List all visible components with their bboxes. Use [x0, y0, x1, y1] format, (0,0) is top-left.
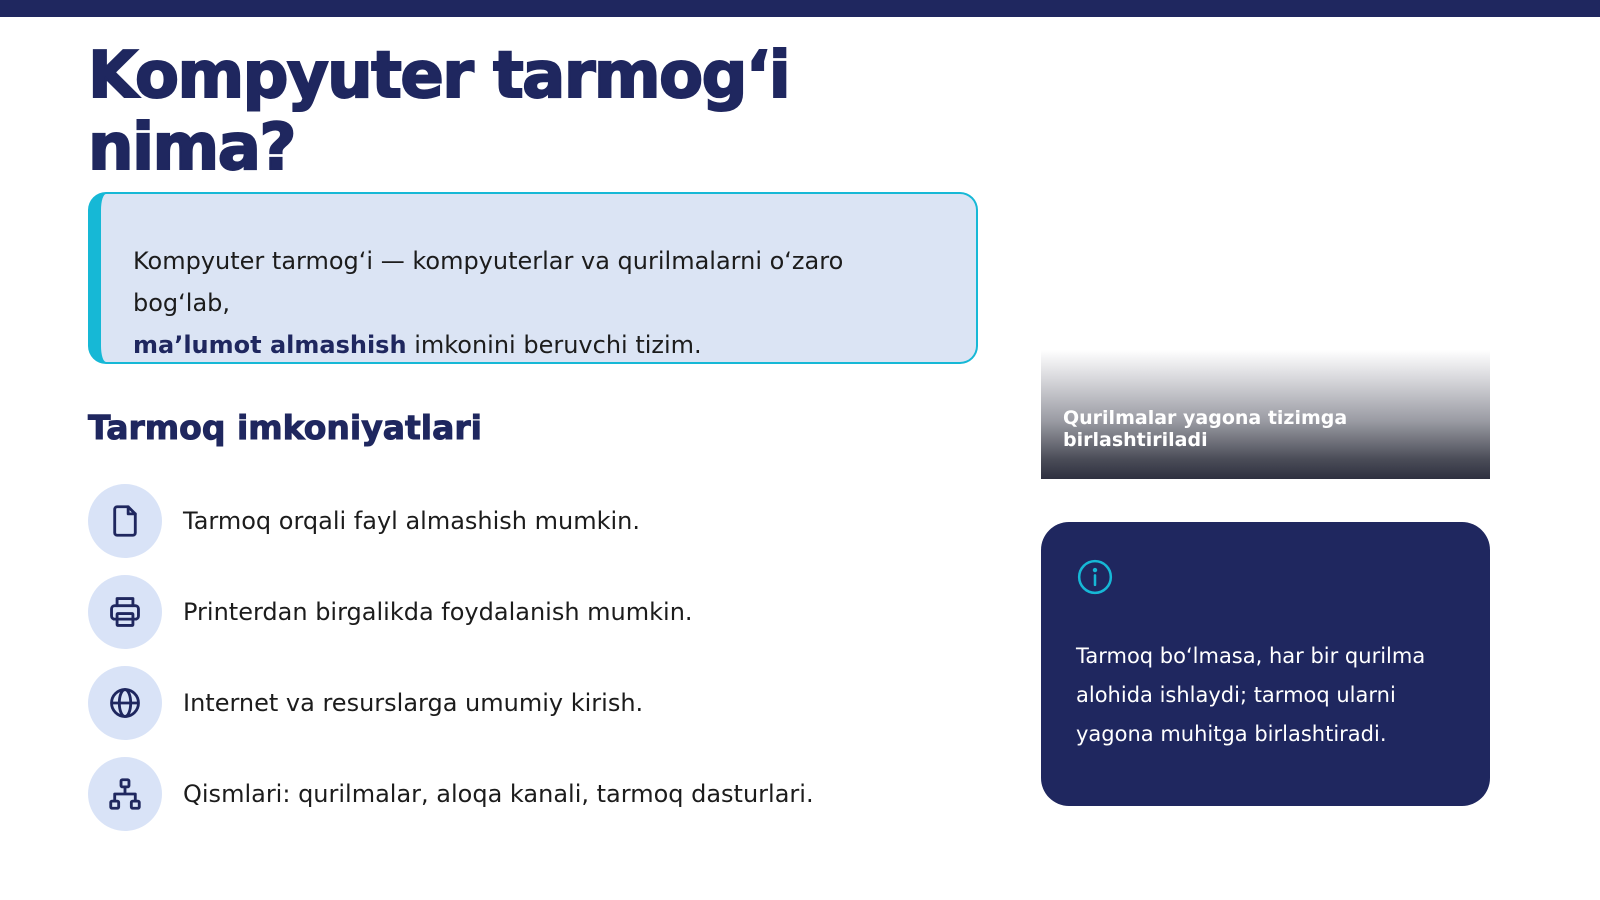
feature-text: Tarmoq orqali fayl almashish mumkin. — [183, 507, 641, 535]
image-caption: Qurilmalar yagona tizimga birlashtiriladi — [1063, 407, 1348, 451]
definition-text: Kompyuter tarmog‘i — kompyuterlar va qurilmalarni o‘zaro bog‘lab, — [133, 247, 844, 317]
feature-text: Internet va resurslarga umumiy kirish. — [183, 689, 644, 717]
file-icon — [88, 484, 162, 558]
info-icon — [1076, 558, 1114, 596]
feature-text: Qismlari: qurilmalar, aloqa kanali, tarmoq dasturlari. — [183, 780, 814, 808]
network-image-panel — [1041, 350, 1490, 479]
feature-list — [88, 484, 968, 848]
top-accent-bar — [0, 0, 1600, 17]
slide-title-line-2: nima? — [88, 111, 295, 185]
feature-text: Printerdan birgalikda foydalanish mumkin. — [183, 598, 693, 626]
globe-icon — [88, 666, 162, 740]
section-title: Tarmoq imkoniyatlari — [88, 408, 482, 447]
printer-icon — [88, 575, 162, 649]
info-text: Tarmoq bo‘lmasa, har bir qurilma alohida ishlaydi; tarmoq ularni yagona muhitga birlashtiradi. — [1076, 644, 1426, 746]
feature-item-components — [88, 757, 968, 831]
slide-title-line-1: Kompyuter tarmog‘i — [88, 39, 790, 113]
definition-box — [88, 192, 978, 364]
network-icon — [88, 757, 162, 831]
feature-item-printer — [88, 575, 968, 649]
slide-title — [88, 40, 968, 184]
definition-emphasis: ma’lumot almashish — [133, 331, 407, 359]
definition-text-end: imkonini beruvchi tizim. — [406, 331, 702, 359]
feature-item-file-sharing — [88, 484, 968, 558]
info-card — [1041, 522, 1490, 806]
feature-item-internet — [88, 666, 968, 740]
